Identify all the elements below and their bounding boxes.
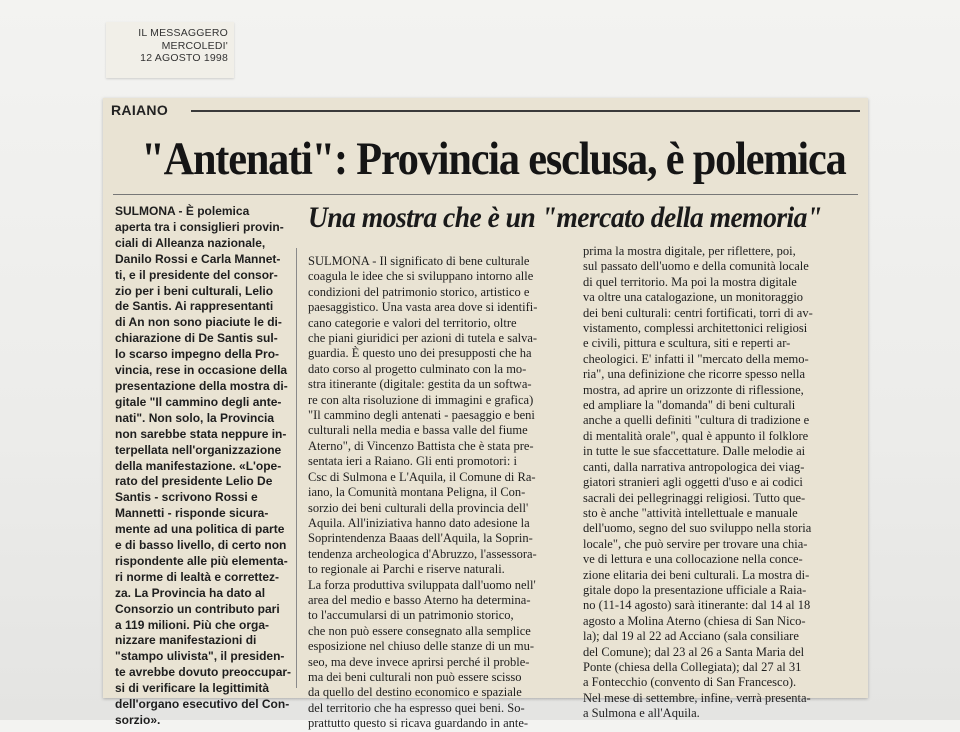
- text-line: SULMONA - È polemica: [115, 204, 250, 218]
- text-line: condizioni del patrimonio storico, artistico e: [308, 284, 530, 299]
- text-line: giatori stranieri agli oggetti d'uso e ai codici: [583, 475, 803, 490]
- text-line: sentata ieri a Raiano. Gli enti promotori: i: [308, 454, 517, 469]
- text-line: che piani giuridici per azioni di tutela e salva-: [308, 331, 538, 346]
- text-line: sorzio».: [115, 713, 161, 727]
- text-line: mente ad una politica di parte: [115, 522, 285, 537]
- text-line: paesaggistico. Una vasta area dove si identifi-: [308, 300, 538, 315]
- text-line: la); dal 19 al 22 ad Acciano (sala consiliare: [583, 629, 799, 644]
- text-line: Nel mese di settembre, infine, verrà presenta-: [583, 690, 811, 705]
- text-line: "Il cammino degli antenati - paesaggio e beni: [308, 408, 535, 423]
- text-line: rispondente alle più elementa-: [115, 553, 288, 568]
- text-line: ed ampliare la "domanda" di beni culturali: [583, 398, 796, 413]
- text-line: gitale "Il cammino degli ante-: [115, 394, 282, 409]
- text-line: vistamento, complessi architettonici religiosi: [583, 321, 808, 336]
- text-line: ria", una definizione che ricorre spesso nella: [583, 367, 806, 382]
- text-line: a 119 milioni. Più che orga-: [115, 617, 270, 632]
- text-line: aperta tra i consiglieri provin-: [115, 219, 284, 234]
- text-line: nati". Non solo, la Provincia: [115, 410, 275, 425]
- text-line: cheologici. E' infatti il "mercato della memo-: [583, 351, 809, 366]
- text-line: terpellata nell'organizzazione: [115, 442, 282, 457]
- text-line: iano, la Comunità montana Peligna, il Con-: [308, 485, 526, 500]
- section-rule: [191, 110, 860, 112]
- text-line: ma dei beni culturali non può essere scisso: [308, 669, 522, 684]
- text-line: si di verificare la legittimità: [115, 681, 270, 696]
- section-label: RAIANO: [111, 102, 169, 118]
- headline-rule: [113, 194, 858, 195]
- text-line: stra itinerante (digitale: gestita da un softwa-: [308, 377, 532, 392]
- text-line: Danilo Rossi e Carla Mannet-: [115, 251, 281, 266]
- text-line: sorzio dei beni culturali della provincia dell': [308, 500, 529, 515]
- text-line: anche a quelli definiti "cultura di tradizione e: [583, 413, 810, 428]
- text-line: tendenza archeologica d'Abruzzo, l'assessora-: [308, 546, 537, 561]
- text-line: sul passato dell'uomo e della comunità locale: [583, 259, 809, 274]
- text-line: presentazione della mostra di-: [115, 378, 288, 393]
- text-line: della manifestazione. «L'ope-: [115, 458, 282, 473]
- text-line: chiarazione di De Santis sul-: [115, 331, 278, 346]
- text-line: Ponte (chiesa della Collegiata); dal 27 al 31: [583, 659, 802, 674]
- text-line: za. La Provincia ha dato al: [115, 585, 266, 600]
- text-line: rato del presidente Lelio De: [115, 474, 273, 489]
- text-line: dell'uomo, segno del suo sviluppo nella storia: [583, 521, 812, 536]
- text-line: locale", che può servire per trovare una chia-: [583, 536, 808, 551]
- text-line: dato corso al progetto culminato con la mo-: [308, 361, 527, 376]
- text-line: ri norme di lealtà e correttez-: [115, 569, 280, 584]
- text-line: che non può essere consegnato alla semplice: [308, 623, 531, 638]
- text-line: Csc di Sulmona e L'Aquila, il Comune di Ra-: [308, 469, 536, 484]
- newspaper-name: IL MESSAGGERO: [138, 27, 228, 39]
- text-line: prima la mostra digitale, per riflettere, poi,: [583, 244, 796, 258]
- text-line: coagula le idee che si sviluppano intorno alle: [308, 269, 534, 284]
- text-line: mostra, ad aprire un orizzonte di riflessione,: [583, 382, 804, 397]
- article-headline: "Antenati": Provincia esclusa, è polemica: [141, 133, 846, 185]
- text-line: ciali di Alleanza nazionale,: [115, 235, 266, 250]
- text-line: non sarebbe stata neppure in-: [115, 426, 287, 441]
- text-line: Aquila. All'iniziativa hanno dato adesione la: [308, 515, 530, 530]
- text-line: e civili, pittura e scultura, siti e reperti ar-: [583, 336, 791, 351]
- text-line: Soprintendenza Baaas dell'Aquila, la Soprin-: [308, 531, 533, 546]
- text-line: Aterno", di Vincenzo Battista che è stata pre-: [308, 438, 534, 453]
- text-line: a Fontecchio (convento di San Francesco).: [583, 675, 797, 690]
- text-line: sto è anche "attività intellettuale e manuale: [583, 505, 798, 520]
- text-line: guardia. È questo uno dei presupposti che ha: [308, 346, 532, 361]
- text-line: esposizione nel chiuso delle stanze di un mu-: [308, 639, 534, 654]
- text-line: Mannetti - risponde sicura-: [115, 506, 269, 521]
- text-line: nizzare manifestazioni di: [115, 633, 257, 648]
- newspaper-clipping: [103, 98, 868, 731]
- text-line: ve di lettura e una collocazione nella conce-: [583, 552, 803, 567]
- text-line: Consorzio un contributo pari: [115, 601, 280, 616]
- section-header: [111, 102, 860, 118]
- text-line: de Santis. Ai rappresentanti: [115, 299, 274, 314]
- text-line: da quello del destino economico e spaziale: [308, 685, 522, 700]
- text-line: prattutto questo si ricava guardando in ante-: [308, 716, 529, 731]
- text-line: agosto a Molina Aterno (chiesa di San Nico-: [583, 613, 806, 628]
- text-line: Santis - scrivono Rossi e: [115, 490, 258, 505]
- column-divider: [296, 248, 297, 688]
- text-line: a Sulmona e all'Aquila.: [583, 706, 700, 721]
- text-line: canti, dalla narrativa antropologica dei viag-: [583, 459, 805, 474]
- text-line: zio per i beni culturali, Lelio: [115, 283, 274, 298]
- text-line: in tutte le sue sfaccettature. Dalle melodie ai: [583, 444, 806, 459]
- text-line: culturali nella media e bassa valle del fiume: [308, 423, 528, 438]
- text-line: vincia, rese in occasione della: [115, 363, 288, 378]
- text-line: gitale dopo la presentazione ufficiale a Raia-: [583, 582, 807, 597]
- text-line: del territorio che ha espresso quei beni. So-: [308, 700, 525, 715]
- text-line: no (11-14 agosto) sarà itinerante: dal 14 al 18: [583, 598, 811, 613]
- text-line: zione elitaria dei beni culturali. La mostra di-: [583, 567, 810, 582]
- text-line: cano categorie e valori del territorio, oltre: [308, 315, 517, 330]
- newspaper-label: [106, 22, 234, 78]
- text-line: del Comune); dal 23 al 26 a Santa Maria del: [583, 644, 805, 659]
- text-line: di mentalità orale", qual è appunto il folklore: [583, 428, 809, 443]
- text-line: dell'organo esecutivo del Con-: [115, 697, 290, 712]
- text-line: dei beni culturali: centri fortificati, torri di av-: [583, 305, 813, 320]
- main-column-right: [583, 244, 855, 722]
- text-line: to l'accumularsi di un patrimonio storico,: [308, 608, 514, 623]
- main-column-left: [308, 254, 574, 732]
- text-line: e di basso livello, di certo non: [115, 538, 287, 553]
- text-line: "stampo ulivista", il presiden-: [115, 649, 285, 664]
- text-line: ti, e il presidente del consor-: [115, 267, 278, 282]
- text-line: sacrali dei pellegrinaggi religiosi. Tutto que-: [583, 490, 806, 505]
- side-column: [115, 204, 292, 729]
- text-line: lo scarso impegno della Pro-: [115, 347, 280, 362]
- article-subheadline: Una mostra che è un "mercato della memoria": [308, 201, 822, 234]
- text-line: seo, ma deve invece aprirsi perché il proble-: [308, 654, 530, 669]
- publication-date: 12 AGOSTO 1998: [140, 52, 228, 64]
- text-line: re con alta risoluzione di immagini e grafica): [308, 392, 534, 407]
- text-line: SULMONA - Il significato di bene culturale: [308, 254, 530, 268]
- text-line: La forza produttiva sviluppata dall'uomo nell': [308, 577, 536, 592]
- text-line: va oltre una catalogazione, un monitoraggio: [583, 290, 804, 305]
- text-line: to regionale ai Parchi e riserve naturali.: [308, 562, 505, 577]
- text-line: te avrebbe dovuto preoccupar-: [115, 665, 292, 680]
- text-line: area del medio e basso Aterno ha determina-: [308, 592, 531, 607]
- publication-weekday: MERCOLEDI': [161, 39, 228, 52]
- text-line: di An non sono piaciute le di-: [115, 315, 282, 330]
- text-line: di quel territorio. Ma poi la mostra digitale: [583, 274, 797, 289]
